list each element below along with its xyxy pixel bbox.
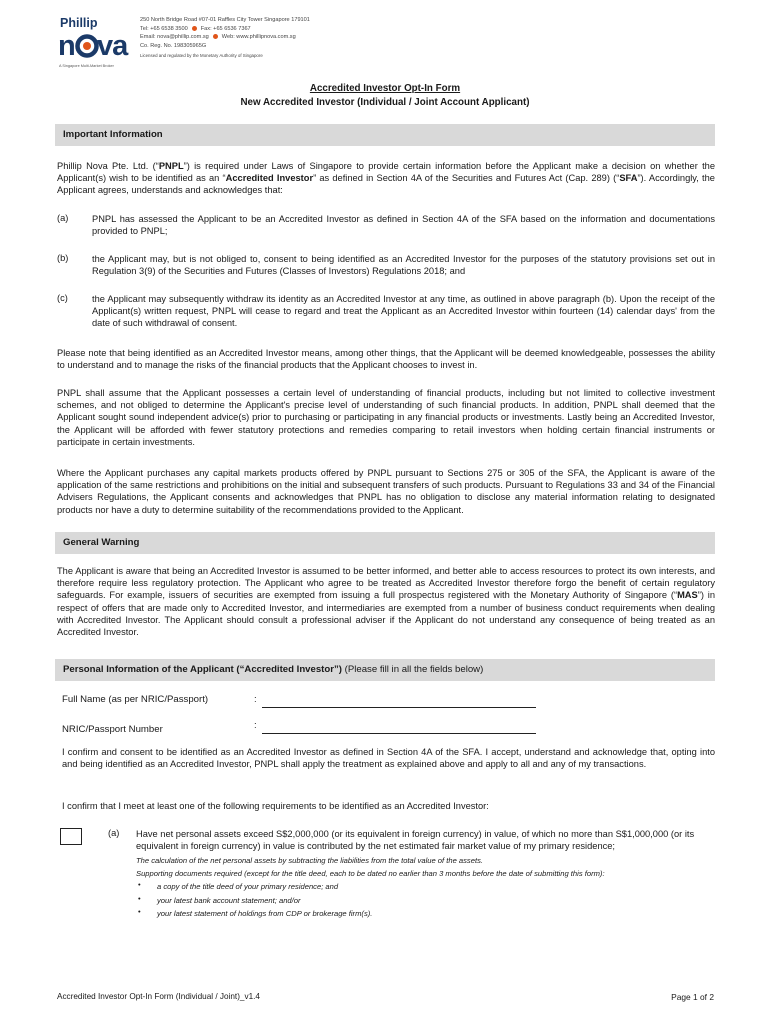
document-requirement: a copy of the title deed of your primary residence; and	[157, 882, 339, 891]
personal-heading-note: (Please fill in all the fields below)	[344, 664, 484, 675]
list-item-text: the Applicant may, but is not obliged to, consent to being identified as an Accredited Investor for the purposes of the statutory provisions set out in Regulation 3(9) of the Securities and Futures (Classes of Investors) Regulations 2018; and	[92, 254, 715, 277]
full-name-field[interactable]	[262, 696, 536, 708]
warning-text: ”) in respect of offers that are made only to Accredited Investor, and intermediaries are exempted from a number of business conduct requirements when dealing with Accredited Investor. The Applicant should consult a professional adviser if the Applicant do not understand any consequence of being treated as an Accredited Investor.	[57, 590, 716, 638]
form-title	[0, 82, 770, 110]
consent-statement: I confirm and consent to be identified as an Accredited Investor as defined in Section 4A of the SFA. I accept, understand and acknowledge that, opting into and being identified as an Accredited Investor, PNPL shall apply the treatment as explained above and apply to all and any of my transactions.	[62, 747, 715, 770]
company-fax: Fax: +65 6536 7367	[200, 25, 251, 32]
warning-mas: MAS	[677, 590, 698, 601]
svg-text:va: va	[97, 31, 128, 61]
personal-information-heading	[55, 659, 715, 681]
paragraph-pnpl-assumptions: PNPL shall assume that the Applicant possesses a certain level of understanding of financial products, including but not limited to collective investment schemes, and not obliged to determine the Applicant's precise level of understanding of such financial products. In addition, PNPL shall deemed that the Applicant sought sound independent advice(s) prior to purchasing or participating in any financial products or investments. Lastly being an Accredited Investor, the Applicant will be afforded with fewer statutory protections and remedies comparing to retail investors when holding certain financial instruments or participate in certain investments.	[57, 388, 715, 447]
company-tel: Tel: +65 6538 3500	[140, 25, 188, 32]
intro-text: Phillip Nova Pte. Ltd. (“	[57, 161, 159, 171]
intro-pnpl: PNPL	[158, 161, 184, 171]
list-item-label: (b)	[57, 253, 69, 263]
intro-text: ” as defined in Section 4A of the Securities and Futures Act (Cap. 289) (“	[313, 173, 620, 184]
intro-text: ”). Accordingly, the Applicant agrees, understands and acknowledges that:	[57, 173, 715, 196]
nric-field[interactable]	[262, 722, 536, 734]
full-name-colon: :	[254, 694, 257, 705]
paragraph-capital-markets: Where the Applicant purchases any capital markets products offered by PNPL pursuant to Sections 275 or 305 of the SFA, the Applicant is aware of the application of the same restrictions and prohibitions on the initial and subsequent transfers of such products. Pursuant to Regulations 33 and 34 of the Financial Advisers Regulations, the Applicant consents and acknowledges that PNPL has no obligation to disclose any material information relating to designated products nor have a duty to determine suitability of the recommendations provided to the Applicant.	[57, 468, 715, 515]
separator-dot-icon	[192, 26, 197, 31]
company-licensed-text: Licensed and regulated by the Monetary Authority of Singapore	[140, 53, 263, 59]
general-warning-heading: General Warning	[55, 532, 715, 554]
personal-heading-title: Personal Information of the Applicant (“Accredited Investor”)	[63, 664, 342, 675]
separator-dot-icon	[213, 34, 218, 39]
list-item-text: PNPL has assessed the Applicant to be an Accredited Investor as defined in Section 4A of the SFA based on the information and documentations provided to PNPL;	[92, 214, 715, 237]
document-requirement: your latest bank account statement; and/or	[157, 896, 301, 905]
option-a-checkbox[interactable]	[60, 828, 82, 845]
option-a-label: (a)	[108, 828, 120, 838]
intro-accredited-investor: Accredited Investor	[225, 173, 314, 184]
general-warning-text	[57, 565, 715, 638]
important-information-heading: Important Information	[55, 124, 715, 146]
document-requirement: your latest statement of holdings from CDP or brokerage firm(s).	[157, 909, 373, 918]
company-email-web	[140, 33, 400, 42]
form-title-line1: Accredited Investor Opt-In Form	[309, 83, 461, 94]
option-a-note-documents: Supporting documents required (except for the title deed, each to be dated no earlier than 3 months before the date of submitting this form):	[136, 869, 605, 878]
logo-tagline: A Singapore Multi-Market Broker	[59, 64, 114, 68]
footer-form-version: Accredited Investor Opt-In Form (Individual / Joint)_v1.4	[57, 992, 260, 1001]
svg-text:n: n	[58, 31, 75, 61]
list-item-text: the Applicant may subsequently withdraw its identity as an Accredited Investor at any time, as outlined in above paragraph (b). Upon the receipt of the Applicant(s) written request, PNPL will cease to regard and treat the Applicant as an Accredited Investor within fourteen (14) calendar days' from the date of such withdrawal of consent.	[92, 294, 715, 329]
intro-sfa: SFA	[619, 173, 638, 184]
bullet-icon: •	[138, 880, 141, 889]
paragraph-deemed-knowledgeable: Please note that being identified as an Accredited Investor means, among other things, that the Applicant will be deemed knowledgeable, possesses the ability to understand and to manage the risks of the financial products that the Applicant chooses to invest in.	[57, 348, 715, 371]
option-a-text: Have net personal assets exceed S$2,000,000 (or its equivalent in foreign currency) in value, of which no more than S$1,000,000 (or its equivalent in foreign currency) in value is contributed by the net estimated fair market value of my primary residence;	[136, 829, 695, 852]
bullet-icon: •	[138, 894, 141, 903]
intro-text: ”) is required under Laws of Singapore to provide certain information before the Applicant make a decision on whether the Applicant(s) wish to be identified as an “	[57, 161, 715, 184]
company-web: Web: www.phillipnova.com.sg	[221, 34, 296, 41]
nric-colon: :	[254, 720, 257, 731]
nric-label: NRIC/Passport Number	[62, 724, 163, 735]
company-address: 250 North Bridge Road #07-01 Raffles City Tower Singapore 179101	[140, 17, 310, 23]
logo-brand-mark	[57, 31, 131, 61]
company-reg-no: Co. Reg. No. 198305965G	[140, 42, 207, 49]
bullet-icon: •	[138, 907, 141, 916]
list-item-label: (c)	[57, 293, 68, 303]
form-title-line2: New Accredited Investor (Individual / Joint Account Applicant)	[240, 97, 530, 108]
warning-text: The Applicant is aware that being an Accredited Investor is assumed to be better informed, and better able to access resources to protect its own interests, and therefore require less regulatory protection. The Applicant who agree to be treated as Accredited Investor therefore forgo the benefit of certain regulatory safeguards. For example, issuers of securities are exempted from issuing a full prospectus registered with the Monetary Authority of Singapore (“	[57, 566, 715, 601]
company-logo	[57, 14, 135, 70]
footer-page-number: Page 1 of 2	[671, 992, 714, 1002]
company-email: Email: nova@phillip.com.sg	[140, 34, 209, 41]
full-name-label: Full Name (as per NRIC/Passport)	[62, 694, 209, 705]
company-contact-block	[140, 16, 400, 61]
company-phone-fax	[140, 25, 400, 34]
list-item-label: (a)	[57, 213, 69, 223]
logo-brand-top: Phillip	[60, 16, 98, 30]
option-a-note-calculation: The calculation of the net personal assets by subtracting the liabilities from the total value of the assets.	[136, 856, 483, 865]
requirements-intro: I confirm that I meet at least one of the following requirements to be identified as an Accredited Investor:	[62, 801, 489, 811]
important-intro	[57, 160, 715, 197]
